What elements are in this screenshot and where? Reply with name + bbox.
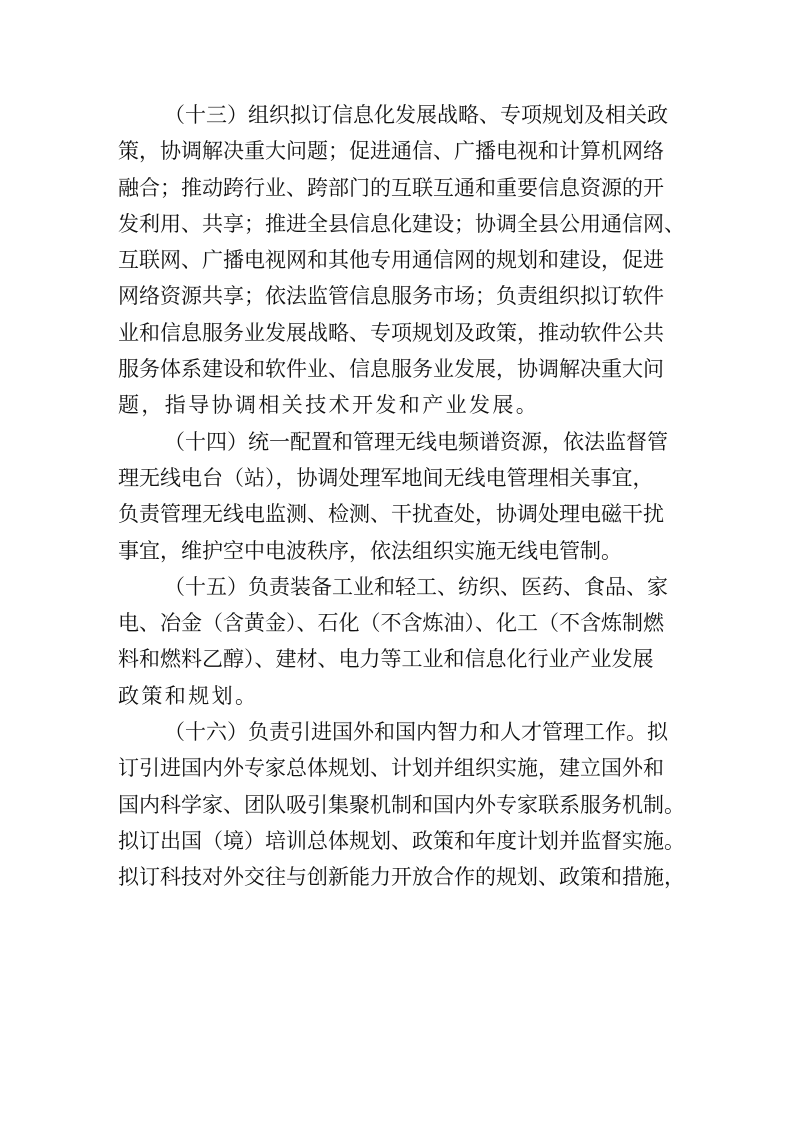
paragraph-line: 拟订出国（境）培训总体规划、政策和年度计划并监督实施。 <box>118 828 685 853</box>
paragraph-first-line: （十四）统一配置和管理无线电频谱资源，依法监督管 <box>164 429 668 454</box>
paragraph-first-line: （十六）负责引进国外和国内智力和人才管理工作。拟 <box>164 720 668 745</box>
paragraph-line: 网络资源共享；依法监管信息服务市场；负责组织拟订软件 <box>118 284 664 309</box>
paragraph-line: 互联网、广播电视网和其他专用通信网的规划和建设，促进 <box>118 248 664 273</box>
paragraph-line: 订引进国内外专家总体规划、计划并组织实施，建立国外和 <box>118 756 664 781</box>
paragraph-first-line: （十三）组织拟订信息化发展战略、专项规划及相关政 <box>164 103 668 127</box>
paragraph-line: 发利用、共享；推进全县信息化建设；协调全县公用通信网、 <box>118 211 685 236</box>
paragraph-line: 事宜，维护空中电波秩序，依法组织实施无线电管制。 <box>118 538 622 563</box>
paragraph-line: 料和燃料乙醇）、建材、电力等工业和信息化行业产业发展 <box>118 647 654 672</box>
document-body <box>118 97 690 896</box>
paragraph-line: 策，协调解决重大问题；促进通信、广播电视和计算机网络 <box>118 139 664 164</box>
paragraph-p13 <box>118 97 690 424</box>
paragraph-line: 国内科学家、团队吸引集聚机制和国内外专家联系服务机制。 <box>118 792 685 817</box>
paragraph-line: 业和信息服务业发展战略、专项规划及政策，推动软件公共 <box>118 320 664 345</box>
paragraph-line: 政策和规划。 <box>118 683 259 708</box>
paragraph-line: 负责管理无线电监测、检测、干扰查处，协调处理电磁干扰 <box>118 502 664 527</box>
paragraph-p14 <box>118 424 690 569</box>
paragraph-line: 题，指导协调相关技术开发和产业发展。 <box>118 393 540 418</box>
paragraph-p16 <box>118 714 690 895</box>
paragraph-first-line: （十五）负责装备工业和轻工、纺织、医药、食品、家 <box>164 574 668 599</box>
paragraph-p15 <box>118 569 690 714</box>
paragraph-line: 服务体系建设和软件业、信息服务业发展，协调解决重大问 <box>118 357 664 382</box>
paragraph-line: 理无线电台（站），协调处理军地间无线电管理相关事宜， <box>118 465 654 490</box>
paragraph-line: 拟订科技对外交往与创新能力开放合作的规划、政策和措施， <box>118 865 685 890</box>
paragraph-line: 电、冶金（含黄金）、石化（不含炼油）、化工（不含炼制燃 <box>118 611 664 636</box>
paragraph-line: 融合；推动跨行业、跨部门的互联互通和重要信息资源的开 <box>118 175 664 200</box>
